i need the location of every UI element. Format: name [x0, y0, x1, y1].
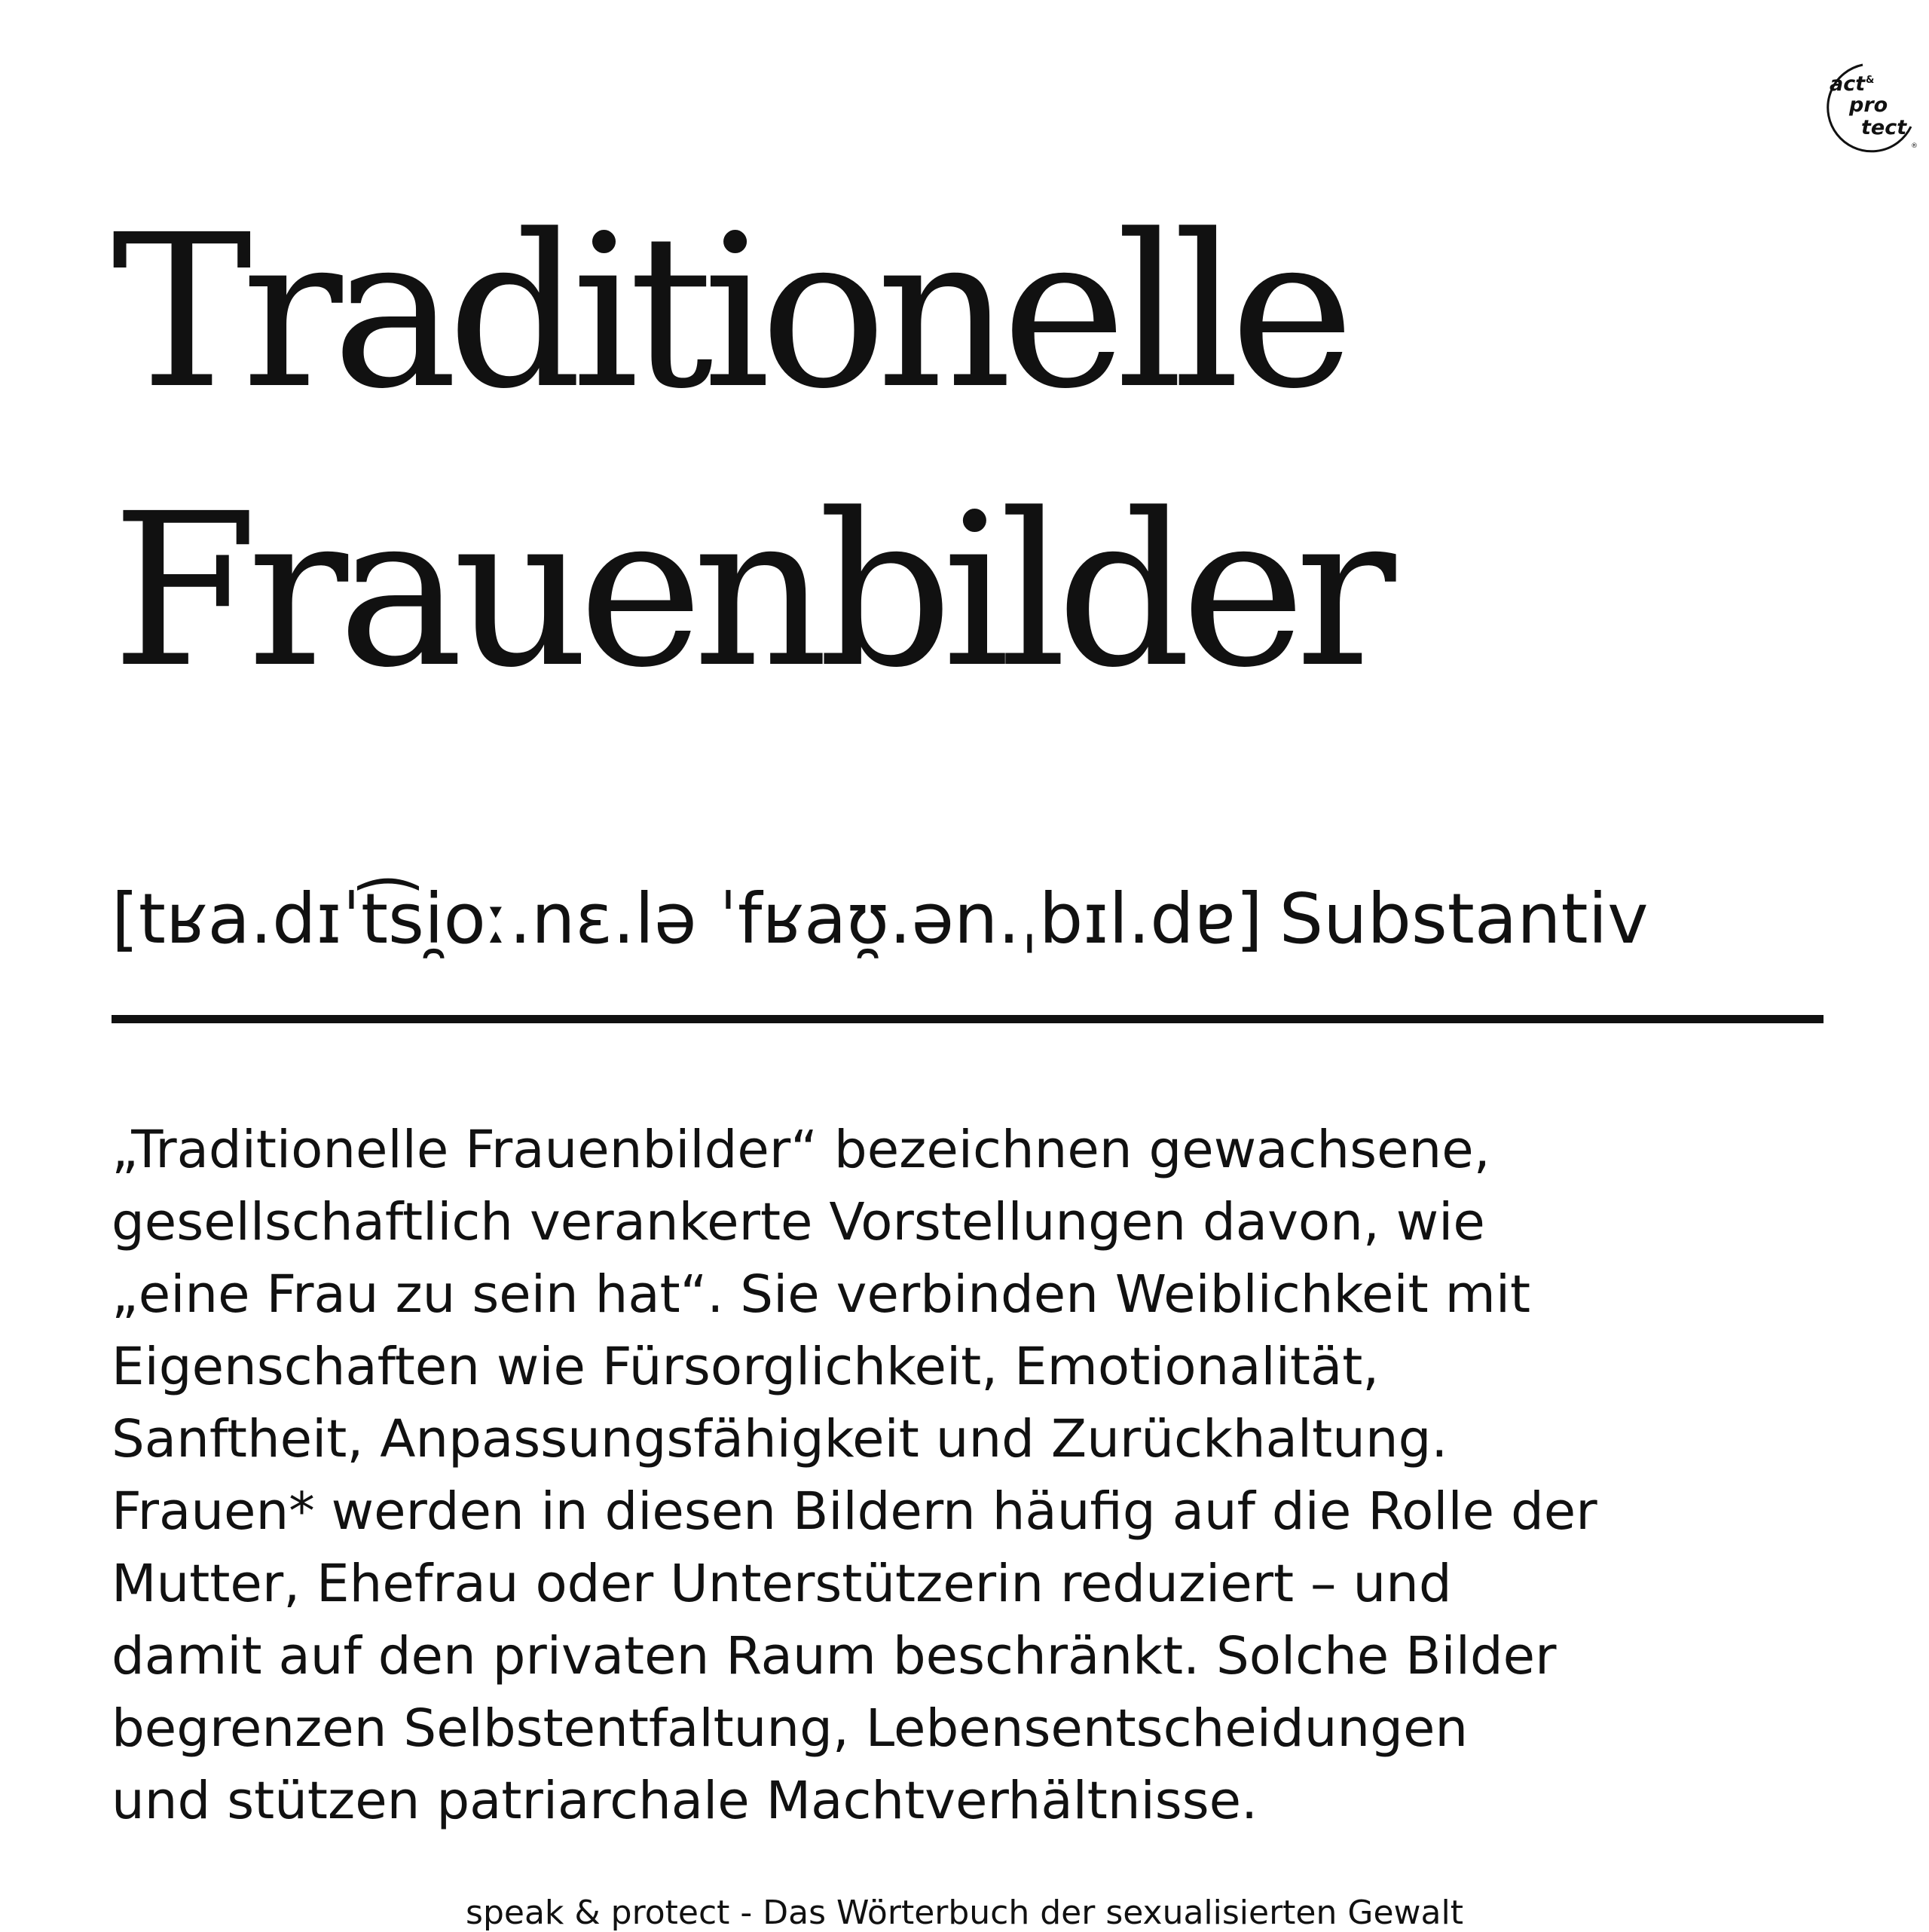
definition-line: Frauen* werden in diesen Bildern häufig auf die Rolle der — [112, 1481, 1597, 1542]
definition-line: Mutter, Ehefrau oder Unterstützerin reduziert – und — [112, 1554, 1452, 1614]
logo-text-tect: tect — [1861, 116, 1907, 139]
definition-line: „Traditionelle Frauenbilder“ bezeichnen gewachsene, — [112, 1120, 1490, 1180]
definition-line: Eigenschaften wie Fürsorglichkeit, Emotionalität, — [112, 1337, 1380, 1397]
logo-text-pro: pro — [1849, 93, 1888, 117]
definition-line: gesellschaftlich verankerte Vorstellungen davon, wie — [112, 1192, 1485, 1252]
entry-title-line-2: Frauenbilder — [112, 469, 1386, 714]
pronunciation: [tʁa.dɪˈt͡si̯oː.nɛ.lə ˈfʁaʊ̯.ən.ˌbɪl.dɐ] — [112, 879, 1263, 959]
definition-line: „eine Frau zu sein hat“. Sie verbinden Weiblichkeit mit — [112, 1264, 1531, 1325]
definition — [112, 1114, 1837, 1837]
logo-mark — [1822, 60, 1920, 158]
entry-title — [112, 173, 1769, 731]
entry-title-line-1: Traditionelle — [112, 190, 1344, 436]
logo-registered-mark: ® — [1911, 142, 1918, 150]
footer-caption: speak & protect - Das Wörterbuch der sexualisierten Gewalt — [466, 1894, 1463, 1932]
logo-text-act: act — [1830, 72, 1866, 96]
divider — [112, 1015, 1824, 1023]
act-and-protect-logo — [1822, 60, 1920, 158]
logo-text-amp: & — [1866, 75, 1875, 86]
definition-line: damit auf den privaten Raum beschränkt. Solche Bilder — [112, 1626, 1557, 1686]
definition-line: und stützen patriarchale Machtverhältnisse. — [112, 1771, 1258, 1831]
definition-line: begrenzen Selbstentfaltung, Lebensentscheidungen — [112, 1698, 1469, 1759]
pronunciation-row — [112, 874, 1814, 964]
word-class: Substantiv — [1279, 879, 1649, 959]
definition-line: Sanftheit, Anpassungsfähigkeit und Zurückhaltung. — [112, 1409, 1448, 1469]
